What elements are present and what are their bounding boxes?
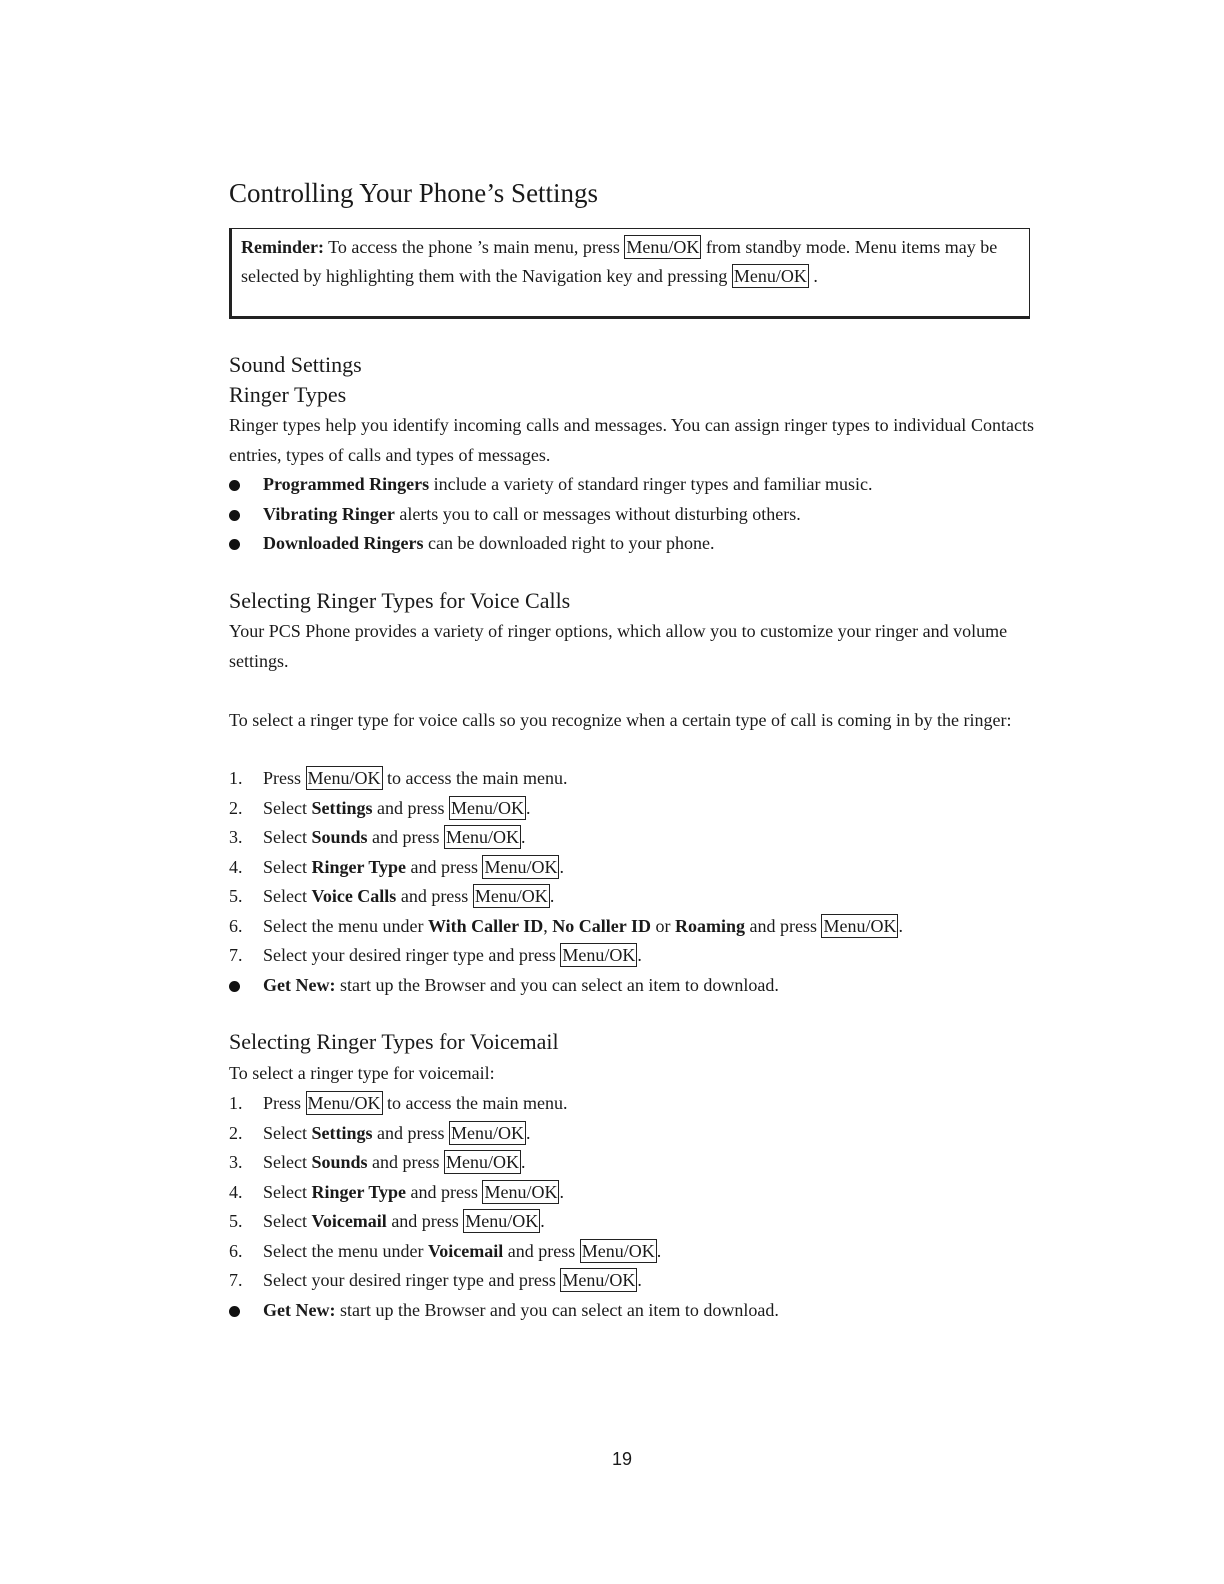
menu-ok-key: Menu/OK	[450, 1122, 524, 1143]
list-item: 5. Select Voicemail and press Menu/OK .	[229, 1211, 545, 1231]
reminder-text-1: To access the phone ’s main menu, press	[323, 237, 625, 257]
ringer-types-heading: Ringer Types	[229, 382, 347, 407]
bullet-icon	[229, 510, 240, 521]
list-item: 3. Select Sounds and press Menu/OK .	[229, 1152, 526, 1172]
voicemail-intro: To select a ringer type for voicemail:	[229, 1063, 495, 1083]
menu-ok-key: Menu/OK	[581, 1240, 655, 1261]
list-item: Downloaded Ringers can be downloaded right to your phone.	[229, 529, 1029, 559]
menu-ok-key: Menu/OK	[307, 1093, 381, 1113]
voicemail-heading: Selecting Ringer Types for Voicemail	[229, 1029, 559, 1054]
voicemail-steps	[229, 1089, 1029, 1325]
page-number: 19	[612, 1449, 633, 1469]
ringer-types-list	[229, 470, 1029, 559]
menu-ok-key: Menu/OK	[450, 797, 524, 818]
list-item: 3. Select Sounds and press Menu/OK .	[229, 827, 526, 847]
reminder-text-3: .	[808, 266, 818, 286]
menu-ok-key: Menu/OK	[733, 266, 807, 286]
menu-ok-key: Menu/OK	[474, 886, 548, 906]
voice-calls-intro-2: To select a ringer type for voice calls so you recognize when a certain type of call is coming in by the ringer:	[229, 710, 1012, 730]
ringer-types-intro: Ringer types help you identify incoming calls and messages. You can assign ringer types to individual Contacts entries, types of calls and types of messages.	[229, 415, 1034, 465]
reminder-box	[229, 228, 1030, 319]
bullet-icon	[229, 539, 240, 550]
voice-calls-steps	[229, 764, 1029, 1000]
menu-ok-key: Menu/OK	[562, 1270, 636, 1290]
list-item: 4. Select Ringer Type and press Menu/OK .	[229, 856, 564, 877]
bullet-icon	[229, 480, 240, 491]
list-item: 1. Press Menu/OK to access the main menu.	[229, 1093, 568, 1113]
menu-ok-key: Menu/OK	[465, 1211, 539, 1231]
list-item: Get New: start up the Browser and you can select an item to download.	[229, 1296, 1029, 1326]
list-item: 6. Select the menu under With Caller ID, No Caller ID or Roaming and press Menu/OK .	[229, 915, 903, 936]
voice-calls-heading: Selecting Ringer Types for Voice Calls	[229, 588, 571, 613]
voice-calls-intro: Your PCS Phone provides a variety of ringer options, which allow you to customize your ringer and volume settings.	[229, 621, 1008, 671]
menu-ok-key: Menu/OK	[626, 237, 700, 257]
list-item: 5. Select Voice Calls and press Menu/OK .	[229, 886, 555, 906]
list-item: 7. Select your desired ringer type and press Menu/OK .	[229, 945, 642, 965]
list-item: 1. Press Menu/OK to access the main menu.	[229, 768, 568, 788]
list-item: 6. Select the menu under Voicemail and press Menu/OK .	[229, 1240, 662, 1261]
menu-ok-key: Menu/OK	[446, 1152, 520, 1172]
reminder-label: Reminder:	[241, 237, 324, 257]
list-item: 4. Select Ringer Type and press Menu/OK .	[229, 1181, 564, 1202]
page-title: Controlling Your Phone’s Settings	[229, 178, 599, 208]
menu-ok-key: Menu/OK	[562, 945, 636, 965]
list-item: Get New: start up the Browser and you can select an item to download.	[229, 971, 1029, 1001]
menu-ok-key: Menu/OK	[307, 768, 381, 788]
reminder-text-2: from standby mode. Menu items may be selected by highlighting them with the Navigation key and pressing	[241, 237, 998, 286]
bullet-icon	[229, 1306, 240, 1317]
sound-settings-heading: Sound Settings	[229, 352, 362, 377]
list-item: Programmed Ringers include a variety of standard ringer types and familiar music.	[229, 470, 1029, 500]
list-item: 2. Select Settings and press Menu/OK .	[229, 1122, 531, 1143]
list-item: Vibrating Ringer alerts you to call or messages without disturbing others.	[229, 500, 1029, 530]
menu-ok-key: Menu/OK	[823, 915, 897, 936]
menu-ok-key: Menu/OK	[484, 1181, 558, 1202]
list-item: 2. Select Settings and press Menu/OK .	[229, 797, 531, 818]
list-item: 7. Select your desired ringer type and press Menu/OK .	[229, 1270, 642, 1290]
menu-ok-key: Menu/OK	[446, 827, 520, 847]
menu-ok-key: Menu/OK	[484, 856, 558, 877]
bullet-icon	[229, 981, 240, 992]
